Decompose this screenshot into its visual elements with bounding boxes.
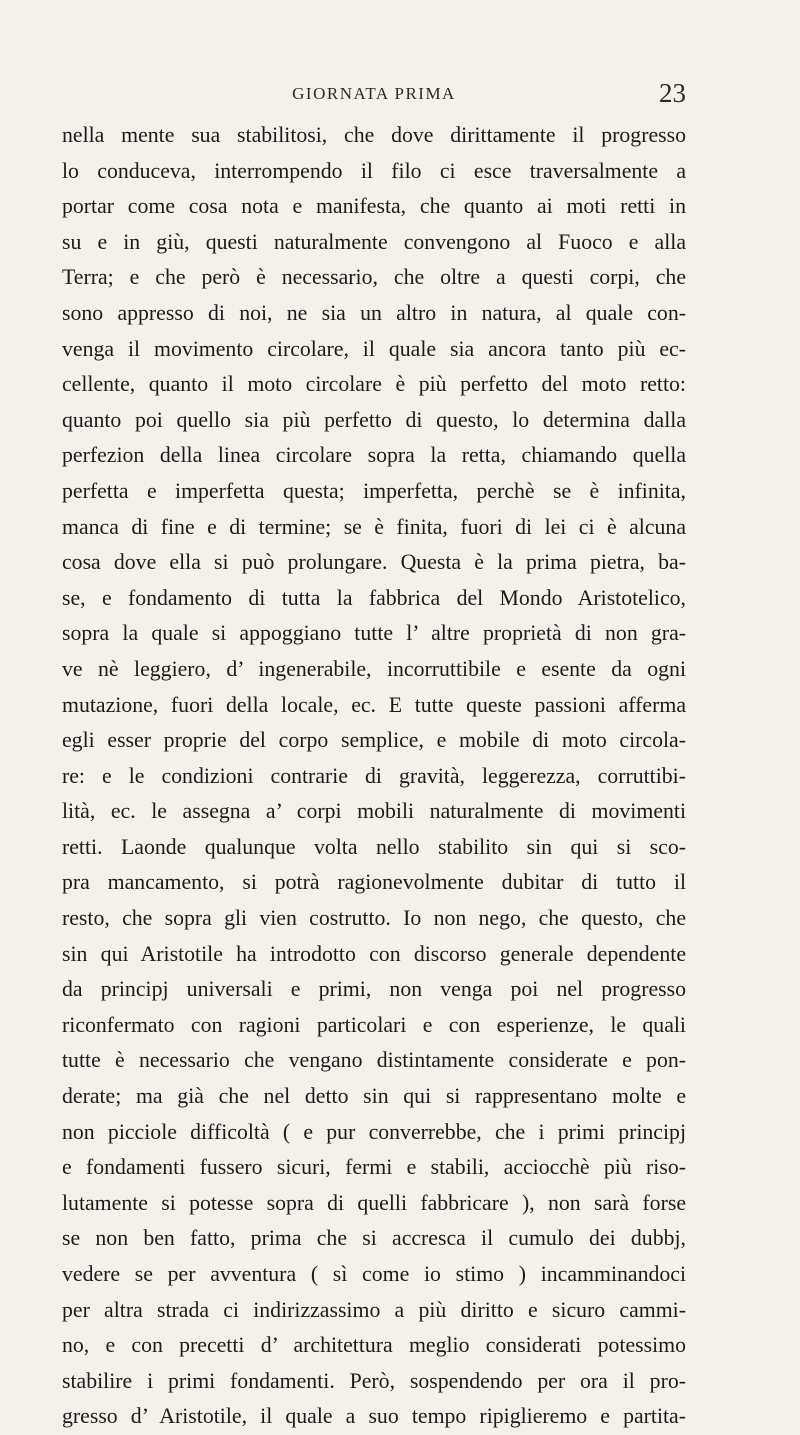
text-line: vedere se per avventura ( sì come io stimo ) incamminandoci bbox=[62, 1262, 686, 1286]
text-line: sin qui Aristotile ha introdotto con discorso generale dependente bbox=[62, 941, 686, 966]
text-line: perfezion della linea circolare sopra la retta, chiamando quella bbox=[62, 443, 686, 468]
text-line: sono appresso di noi, ne sia un altro in natura, al quale con- bbox=[62, 300, 686, 325]
text-line: mutazione, fuori della locale, ec. E tutte queste passioni afferma bbox=[62, 692, 686, 717]
text-line: da principj universali e primi, non venga poi nel progresso bbox=[62, 977, 686, 1002]
text-line: stabilire i primi fondamenti. Però, sospendendo per ora il pro- bbox=[62, 1368, 686, 1393]
text-line: nella mente sua stabilitosi, che dove dirittamente il progresso bbox=[62, 123, 686, 147]
text-line: quanto poi quello sia più perfetto di questo, lo determina dalla bbox=[62, 407, 686, 432]
text-line: gresso d’ Aristotile, il quale a suo tempo ripiglieremo e partita- bbox=[62, 1404, 686, 1429]
text-line: re: e le condizioni contrarie di gravità, leggerezza, corruttibi- bbox=[62, 763, 686, 788]
body-text bbox=[62, 118, 686, 1435]
text-line: per altra strada ci indirizzassimo a più diritto e sicuro cammi- bbox=[62, 1297, 686, 1322]
text-line: cellente, quanto il moto circolare è più perfetto del moto retto: bbox=[62, 372, 686, 397]
text-line: perfetta e imperfetta questa; imperfetta, perchè se è infinita, bbox=[62, 478, 686, 503]
running-title: GIORNATA PRIMA bbox=[292, 84, 456, 103]
text-line: riconfermato con ragioni particolari e con esperienze, le quali bbox=[62, 1012, 686, 1037]
text-line: lo conduceva, interrompendo il filo ci esce traversalmente a bbox=[62, 158, 686, 183]
text-line: portar come cosa nota e manifesta, che quanto ai moti retti in bbox=[62, 194, 686, 219]
text-line: se, e fondamento di tutta la fabbrica del Mondo Aristotelico, bbox=[62, 585, 686, 610]
text-line: egli esser proprie del corpo semplice, e mobile di moto circola- bbox=[62, 728, 686, 753]
text-line: resto, che sopra gli vien costrutto. Io non nego, che questo, che bbox=[62, 906, 686, 931]
text-line: derate; ma già che nel detto sin qui si rappresentano molte e bbox=[62, 1084, 686, 1109]
text-line: non picciole difficoltà ( e pur converrebbe, che i primi principj bbox=[62, 1119, 686, 1144]
text-line: pra mancamento, si potrà ragionevolmente dubitar di tutto il bbox=[62, 870, 686, 895]
running-head bbox=[62, 78, 686, 112]
text-line: retti. Laonde qualunque volta nello stabilito sin qui si sco- bbox=[62, 834, 686, 859]
page-number: 23 bbox=[659, 78, 686, 108]
text-line: cosa dove ella si può prolungare. Questa è la prima pietra, ba- bbox=[62, 550, 686, 575]
text-line: Terra; e che però è necessario, che oltre a questi corpi, che bbox=[62, 265, 686, 290]
text-line: ve nè leggiero, d’ ingenerabile, incorruttibile e esente da ogni bbox=[62, 656, 686, 681]
text-line: sopra la quale si appoggiano tutte l’ altre proprietà di non gra- bbox=[62, 621, 686, 646]
text-line: manca di fine e di termine; se è finita, fuori di lei ci è alcuna bbox=[62, 514, 686, 539]
text-line: lità, ec. le assegna a’ corpi mobili naturalmente di movimenti bbox=[62, 799, 686, 824]
text-line: venga il movimento circolare, il quale sia ancora tanto più ec- bbox=[62, 336, 686, 361]
text-line: e fondamenti fussero sicuri, fermi e stabili, acciocchè più riso- bbox=[62, 1155, 686, 1180]
text-line: se non ben fatto, prima che si accresca il cumulo dei dubbj, bbox=[62, 1226, 686, 1251]
text-line: no, e con precetti d’ architettura meglio considerati potessimo bbox=[62, 1333, 686, 1358]
text-line: tutte è necessario che vengano distintamente considerate e pon- bbox=[62, 1048, 686, 1073]
text-line: su e in giù, questi naturalmente convengono al Fuoco e alla bbox=[62, 229, 686, 254]
text-line: lutamente si potesse sopra di quelli fabbricare ), non sarà forse bbox=[62, 1190, 686, 1215]
